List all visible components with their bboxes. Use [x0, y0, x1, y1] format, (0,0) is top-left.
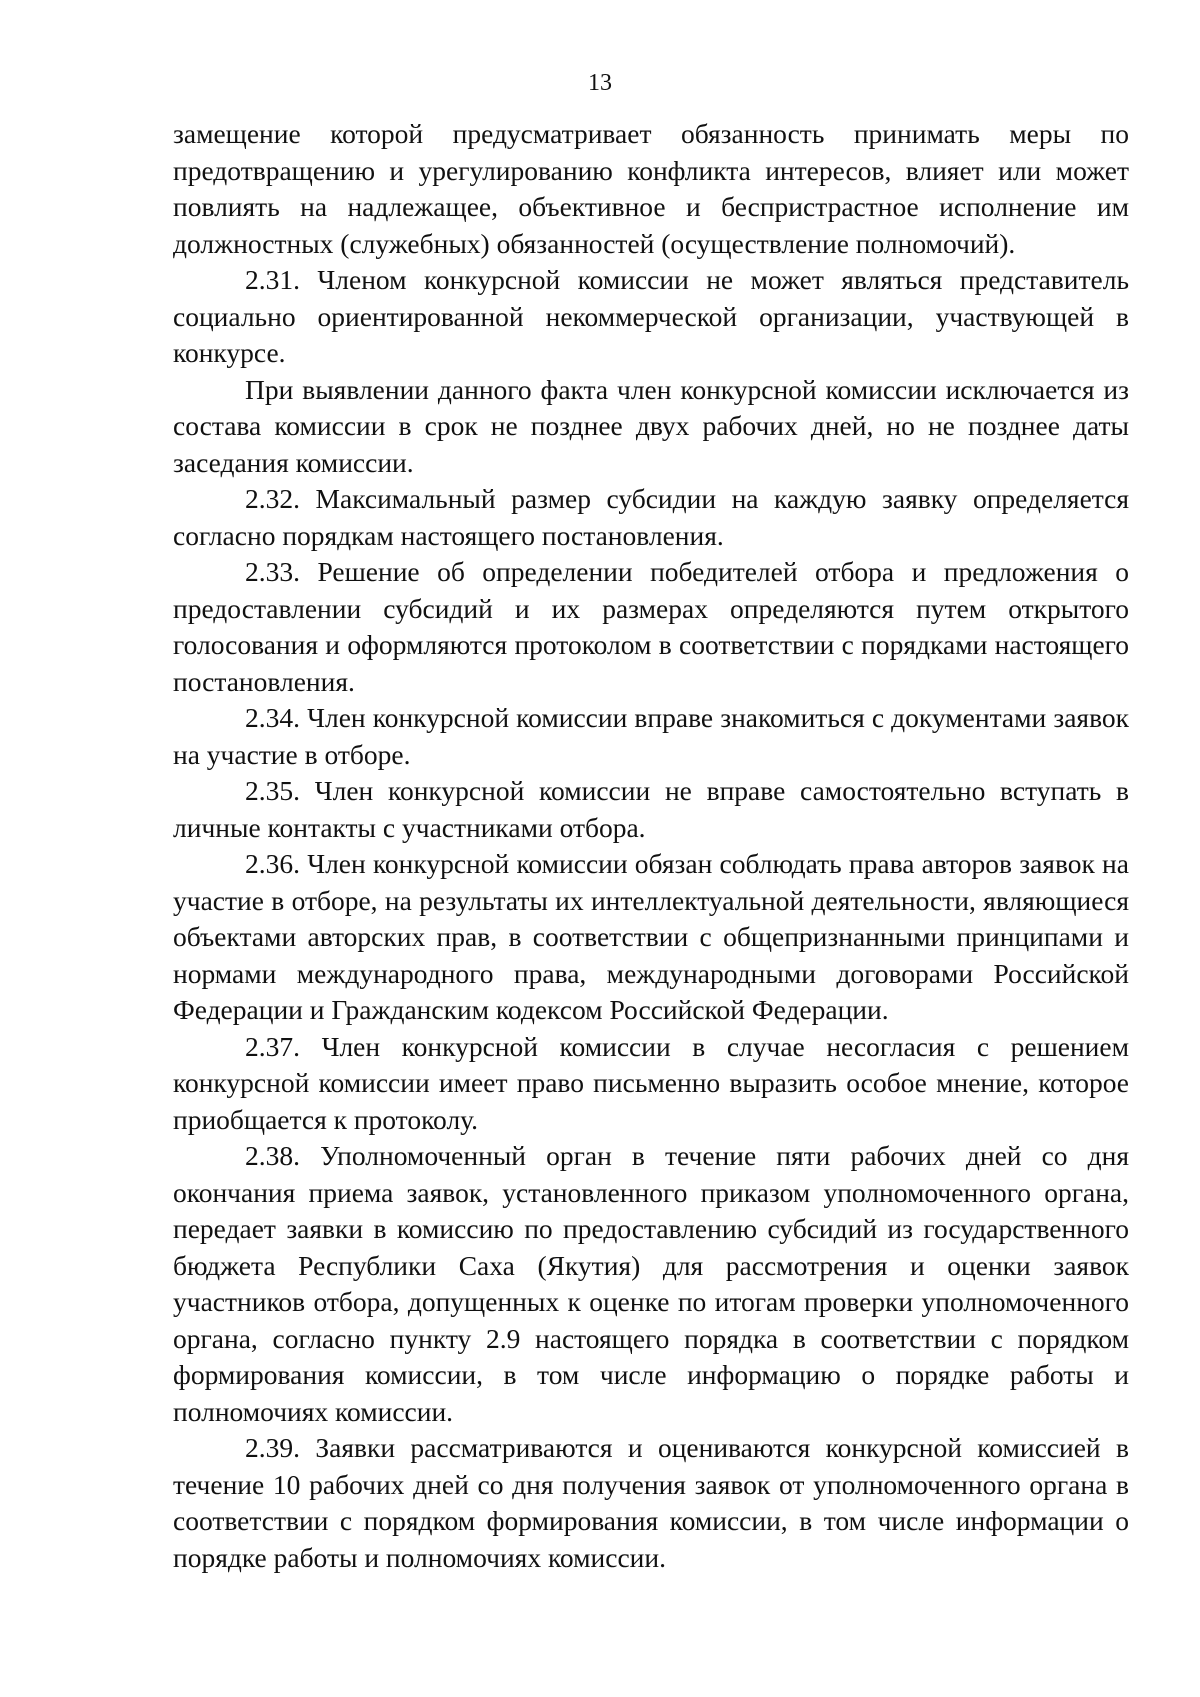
paragraph-2-31: 2.31. Членом конкурсной комиссии не может являться представитель социально ориентированной некоммерческой организации, участвующей в конкурсе. [173, 264, 1129, 368]
paragraph-2-39: 2.39. Заявки рассматриваются и оцениваются конкурсной комиссией в течение 10 рабочих дней со дня получения заявок от уполномоченного органа в соответствии с порядком формирования комиссии, в том числе информации о порядке работы и полномочиях комиссии. [173, 1432, 1129, 1573]
paragraph-2-38: 2.38. Уполномоченный орган в течение пяти рабочих дней со дня окончания приема заявок, установленного приказом уполномоченного органа, передает заявки в комиссию по предоставлению субсидий из государственного бюджета Республики Саха (Якутия) для рассмотрения и оценки заявок участников отбора, допущенных к оценке по итогам проверки уполномоченного органа, согласно пункту 2.9 настоящего порядка в соответствии с порядком формирования комиссии, в том числе информацию о порядке работы и полномочиях комиссии. [173, 1140, 1129, 1427]
paragraph-2-31-exclusion: При выявлении данного факта член конкурсной комиссии исключается из состава комиссии в срок не позднее двух рабочих дней, но не позднее даты заседания комиссии. [173, 373, 1129, 478]
document-body [173, 116, 1129, 1576]
paragraph-2-37: 2.37. Член конкурсной комиссии в случае несогласия с решением конкурсной комиссии имеет право письменно выразить особое мнение, которое приобщается к протоколу. [173, 1030, 1129, 1135]
page-number: 13 [588, 70, 612, 96]
paragraph-2-32: 2.32. Максимальный размер субсидии на каждую заявку определяется согласно порядкам настоящего постановления. [173, 483, 1129, 551]
paragraph-continuation: замещение которой предусматривает обязанность принимать меры по предотвращению и урегулированию конфликта интересов, влияет или может повлиять на надлежащее, объективное и беспристрастное исполнение им должностных (служебных) обязанностей (осуществление полномочий). [173, 118, 1129, 259]
paragraph-2-34: 2.34. Член конкурсной комиссии вправе знакомиться с документами заявок на участие в отборе. [173, 702, 1129, 770]
paragraph-2-35: 2.35. Член конкурсной комиссии не вправе самостоятельно вступать в личные контакты с участниками отбора. [173, 775, 1129, 843]
paragraph-2-33: 2.33. Решение об определении победителей отбора и предложения о предоставлении субсидий и их размерах определяются путем открытого голосования и оформляются протоколом в соответствии с порядками настоящего постановления. [173, 556, 1129, 697]
paragraph-2-36: 2.36. Член конкурсной комиссии обязан соблюдать права авторов заявок на участие в отборе, на результаты их интеллектуальной деятельности, являющиеся объектами авторских прав, в соответствии с общепризнанными принципами и нормами международного права, международными договорами Российской Федерации и Гражданским кодексом Российской Федерации. [173, 848, 1129, 1025]
